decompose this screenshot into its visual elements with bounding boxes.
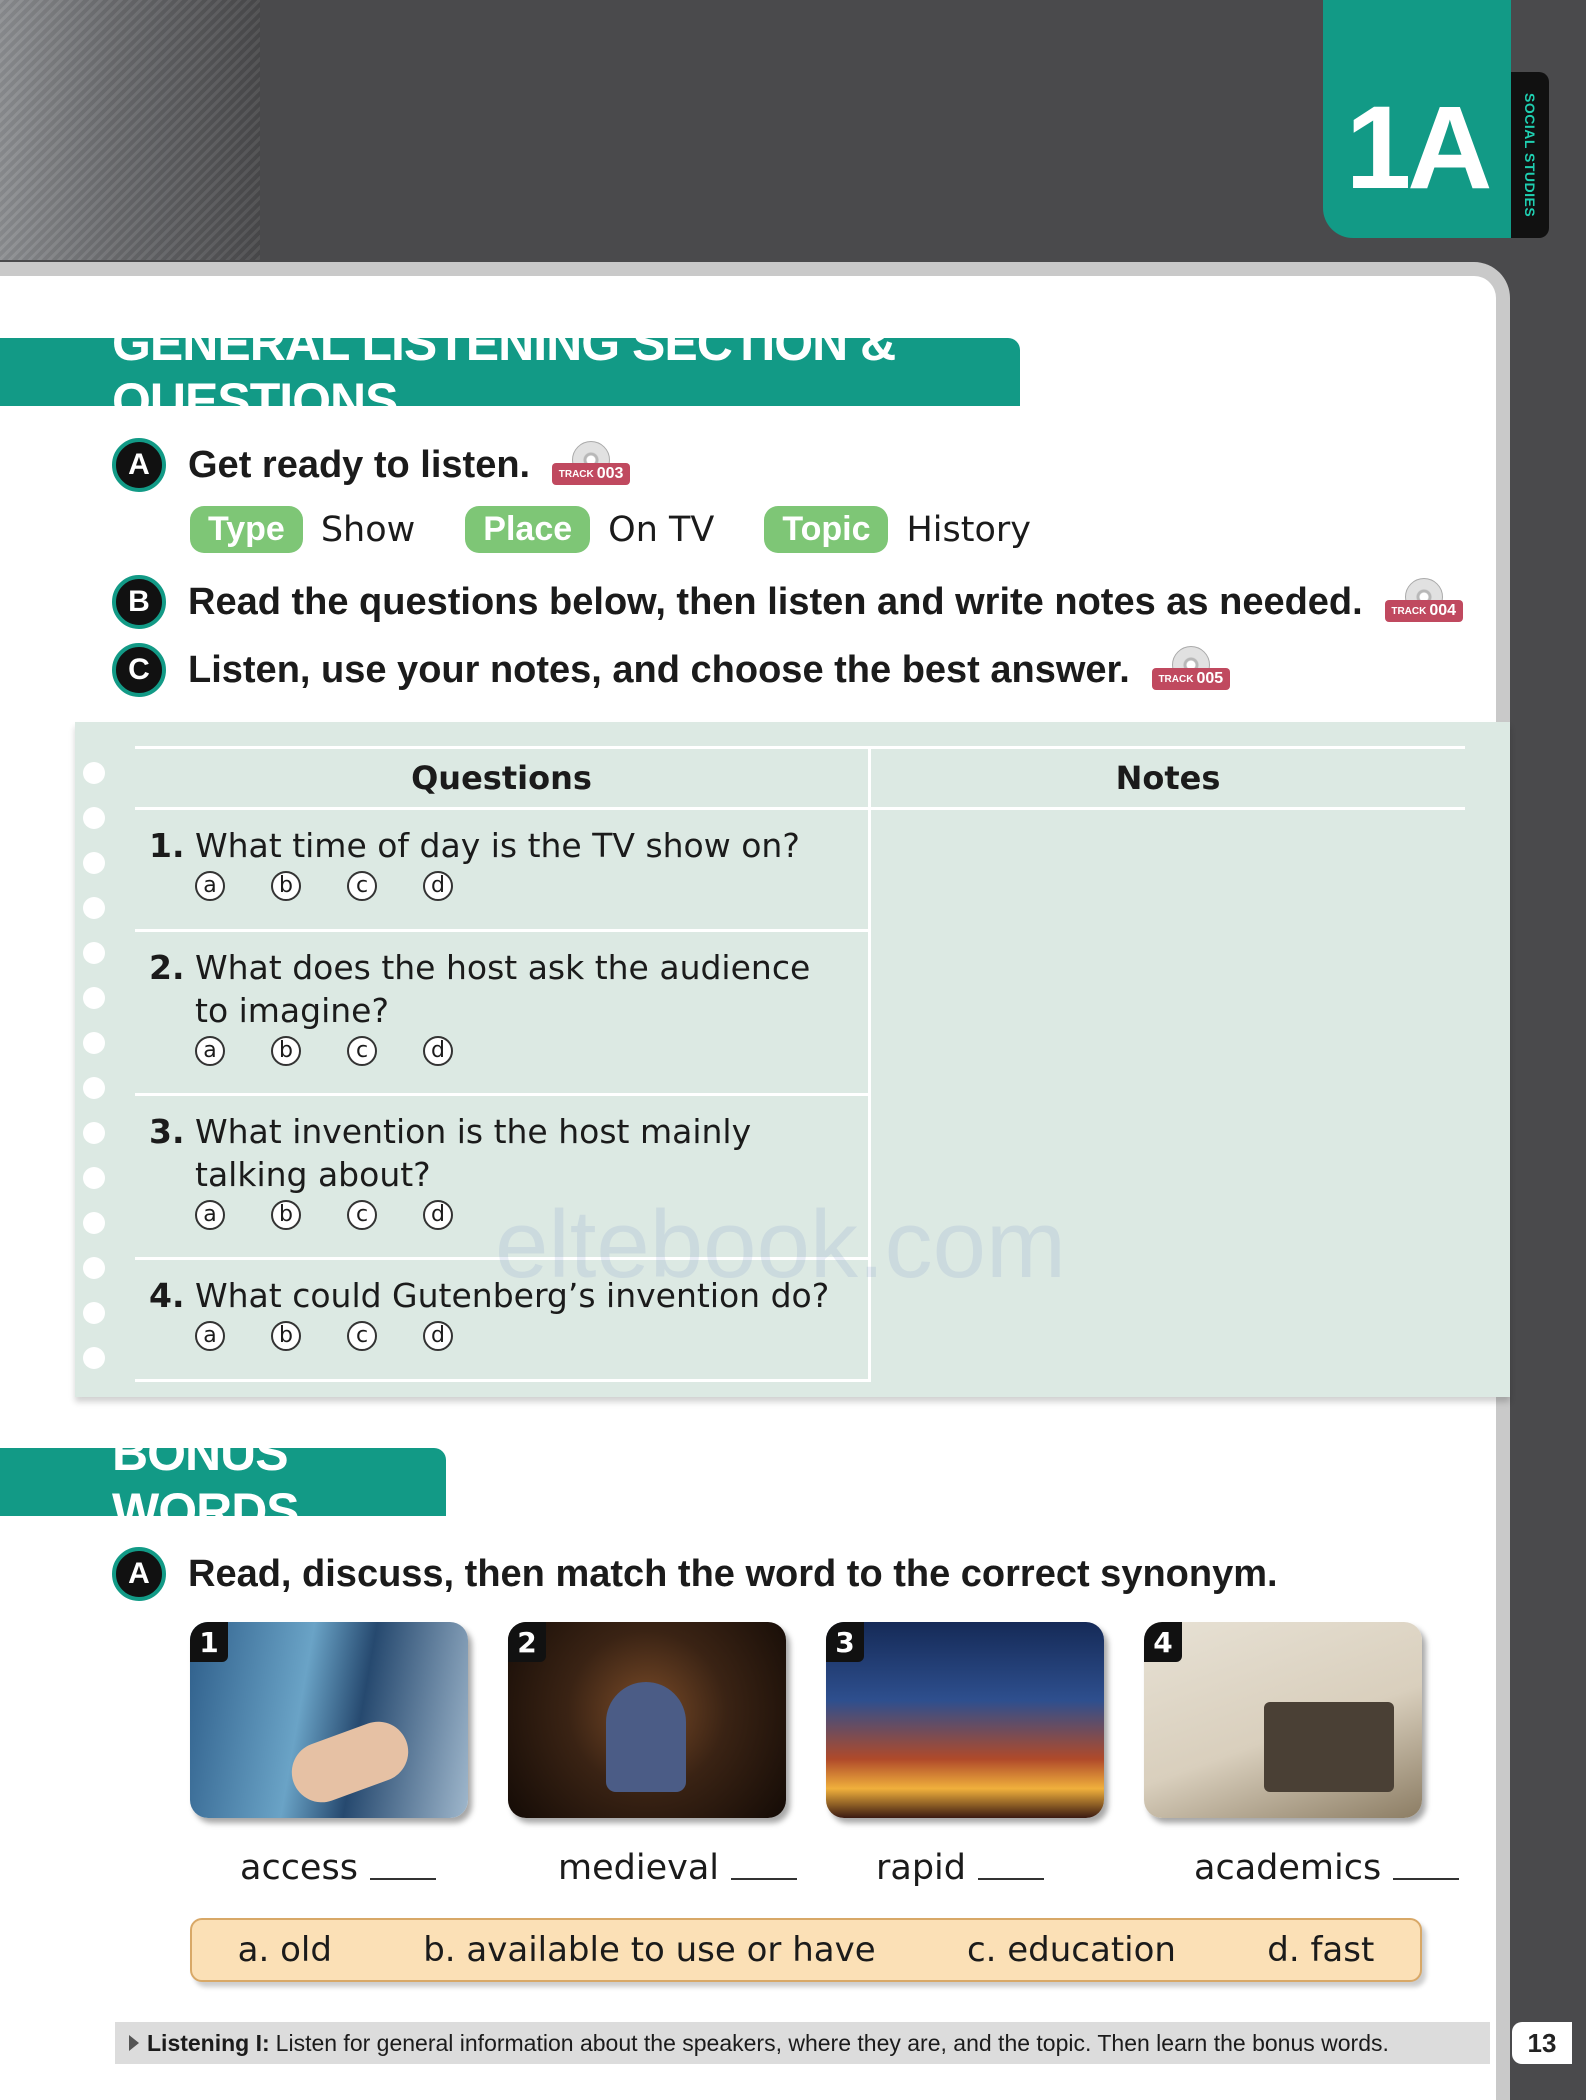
word-item: [1144, 1848, 1462, 1888]
question-number: 1.: [149, 826, 185, 865]
binder-ring-icon: [83, 1347, 105, 1369]
picture-medieval-king: [508, 1622, 786, 1818]
word-item: [190, 1848, 508, 1888]
picture-keycard-access: [190, 1622, 468, 1818]
track-004-button[interactable]: TRACK 004: [1385, 582, 1463, 622]
footer-text: Listen for general information about the speakers, where they are, and the topic. Then learn the bonus words.: [275, 2029, 1389, 2056]
step-badge-a: A: [112, 438, 166, 492]
choice-d-button[interactable]: d: [423, 1200, 453, 1230]
binder-ring-icon: [83, 1077, 105, 1099]
choice-c-button[interactable]: c: [347, 1036, 377, 1066]
bonus-pictures: [190, 1622, 1462, 1818]
choice-c-button[interactable]: c: [347, 871, 377, 901]
choice-c-button[interactable]: c: [347, 1200, 377, 1230]
binder-ring-icon: [83, 1302, 105, 1324]
question-2: [135, 932, 868, 1096]
picture-number: 3: [826, 1622, 864, 1662]
synonym-box: [190, 1918, 1422, 1982]
track-number: 003: [596, 465, 624, 482]
subject-tab: [1511, 72, 1549, 238]
choice-a-button[interactable]: a: [195, 1036, 225, 1066]
step-c-choose-answer: [112, 643, 1230, 697]
binder-ring-icon: [83, 852, 105, 874]
binder-ring-icon: [83, 807, 105, 829]
topic-value: History: [906, 509, 1032, 550]
binder-ring-icon: [83, 1167, 105, 1189]
picture-number: 2: [508, 1622, 546, 1662]
answer-blank[interactable]: [731, 1878, 797, 1880]
track-number: 004: [1429, 602, 1457, 619]
choice-b-button[interactable]: b: [271, 871, 301, 901]
choice-b-button[interactable]: b: [271, 1321, 301, 1351]
word-label: rapid: [876, 1848, 966, 1888]
page-number: 13: [1512, 2022, 1572, 2064]
bonus-step-a: [112, 1547, 1278, 1601]
synonym-option: b. available to use or have: [423, 1930, 876, 1970]
choice-a-button[interactable]: a: [195, 871, 225, 901]
step-c-text: Listen, use your notes, and choose the best answer.: [188, 648, 1130, 691]
synonym-option: d. fast: [1267, 1930, 1375, 1970]
bonus-word-list: [190, 1848, 1462, 1888]
subject-label: SOCIAL STUDIES: [1522, 92, 1538, 218]
step-badge-a: A: [112, 1547, 166, 1601]
choice-c-button[interactable]: c: [347, 1321, 377, 1351]
step-a-text: Get ready to listen.: [188, 443, 531, 486]
answer-choices: [195, 1321, 868, 1351]
question-text-cont: to imagine?: [195, 991, 390, 1030]
step-b-text: Read the questions below, then listen and write notes as needed.: [188, 580, 1363, 623]
step-badge-b: B: [112, 575, 166, 629]
track-005-button[interactable]: TRACK 005: [1152, 650, 1230, 690]
question-number: 4.: [149, 1276, 185, 1315]
binder-ring-icon: [83, 1212, 105, 1234]
choice-d-button[interactable]: d: [423, 1036, 453, 1066]
question-text: What could Gutenberg’s invention do?: [195, 1276, 830, 1315]
footer-bar: [115, 2022, 1490, 2064]
choice-b-button[interactable]: b: [271, 1200, 301, 1230]
general-listening-title: GENERAL LISTENING SECTION & QUESTIONS: [112, 315, 896, 429]
step-b-read-questions: [112, 575, 1463, 629]
bonus-words-banner: [0, 1425, 446, 1539]
choice-d-button[interactable]: d: [423, 1321, 453, 1351]
choice-a-button[interactable]: a: [195, 1321, 225, 1351]
track-003-button[interactable]: TRACK 003: [552, 445, 630, 485]
footer-label: Listening I:: [147, 2029, 270, 2056]
picture-graduation-cap: [1144, 1622, 1422, 1818]
picture-number: 1: [190, 1622, 228, 1662]
picture-number: 4: [1144, 1622, 1182, 1662]
bonus-step-text: Read, discuss, then match the word to the correct synonym.: [188, 1552, 1278, 1595]
type-pill: Type: [190, 506, 303, 553]
listening-meta: [190, 506, 1081, 553]
step-badge-c: C: [112, 643, 166, 697]
synonym-option: a. old: [237, 1930, 332, 1970]
choice-a-button[interactable]: a: [195, 1200, 225, 1230]
binder-ring-icon: [83, 987, 105, 1009]
binder-ring-icon: [83, 897, 105, 919]
watermark: eltebook.com: [495, 1191, 1066, 1298]
step-a-get-ready: [112, 438, 630, 492]
notes-header: Notes: [1115, 759, 1221, 797]
word-item: [508, 1848, 826, 1888]
bonus-words-title: BONUS WORDS: [112, 1425, 299, 1539]
question-1: [135, 810, 868, 932]
unit-code: 1A: [1345, 82, 1489, 214]
word-label: medieval: [558, 1848, 719, 1888]
place-value: On TV: [608, 509, 715, 550]
word-label: academics: [1194, 1848, 1382, 1888]
topic-pill: Topic: [764, 506, 888, 553]
type-value: Show: [320, 509, 416, 550]
answer-blank[interactable]: [1393, 1878, 1459, 1880]
general-listening-banner: [0, 315, 1020, 429]
question-number: 2.: [149, 948, 185, 987]
binder-ring-icon: [83, 762, 105, 784]
binder-ring-icon: [83, 1032, 105, 1054]
table-header: [135, 746, 1465, 810]
question-text: What invention is the host mainly: [195, 1112, 752, 1151]
binder-ring-icon: [83, 942, 105, 964]
question-text: What time of day is the TV show on?: [195, 826, 800, 865]
synonym-option: c. education: [966, 1930, 1176, 1970]
answer-choices: [195, 871, 868, 901]
track-number: 005: [1196, 670, 1224, 687]
answer-blank[interactable]: [978, 1878, 1044, 1880]
questions-header: Questions: [135, 749, 871, 807]
picture-rapid-traffic: [826, 1622, 1104, 1818]
word-item: [826, 1848, 1144, 1888]
play-arrow-icon: [129, 2035, 139, 2051]
choice-d-button[interactable]: d: [423, 871, 453, 901]
question-text-cont: talking about?: [195, 1155, 431, 1194]
header-texture: [0, 0, 260, 260]
answer-blank[interactable]: [370, 1878, 436, 1880]
word-label: access: [240, 1848, 358, 1888]
answer-choices: [195, 1036, 868, 1066]
question-number: 3.: [149, 1112, 185, 1151]
choice-b-button[interactable]: b: [271, 1036, 301, 1066]
place-pill: Place: [465, 506, 590, 553]
question-text: What does the host ask the audience: [195, 948, 811, 987]
unit-tab: [1323, 0, 1511, 238]
binder-ring-icon: [83, 1122, 105, 1144]
binder-ring-icon: [83, 1257, 105, 1279]
